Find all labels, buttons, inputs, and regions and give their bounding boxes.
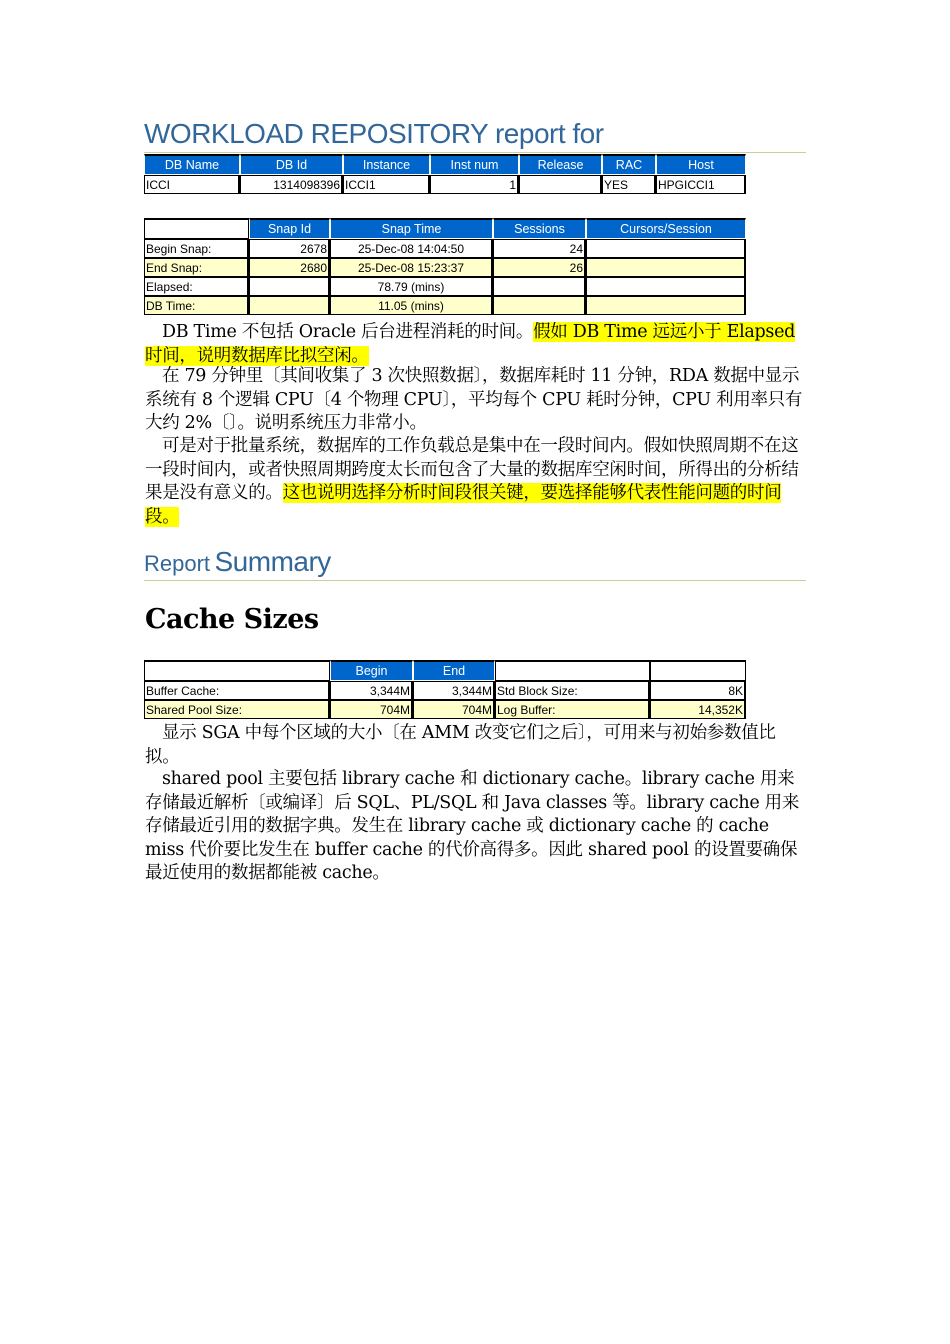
row-label: End Snap: (144, 258, 249, 277)
cell-release (519, 175, 602, 194)
col-snap-time: Snap Time (330, 218, 493, 239)
col-snap-id: Snap Id (249, 218, 330, 239)
paragraph-sga: 显示 SGA 中每个区域的大小〔在 AMM 改变它们之后〕，可用来与初始参数值比拟。 (145, 723, 776, 767)
row-label: Elapsed: (144, 277, 249, 296)
cell-snap-id: 2680 (249, 258, 330, 277)
cell-rac: YES (602, 175, 656, 194)
col-host: Host (656, 154, 746, 175)
col-db-id: DB Id (240, 154, 343, 175)
col-db-name: DB Name (144, 154, 240, 175)
cell-sessions: 26 (493, 258, 586, 277)
cell-cursors (586, 258, 746, 277)
cell-sessions (493, 296, 586, 315)
col-instance: Instance (343, 154, 430, 175)
col-end: End (413, 660, 495, 681)
row-label: Buffer Cache: (144, 681, 330, 700)
cell-inst-num: 1 (430, 175, 519, 194)
cell-db-id: 1314098396 (240, 175, 343, 194)
cache-header-row (144, 660, 746, 681)
col-blank (495, 660, 650, 681)
cell-snap-id: 2678 (249, 239, 330, 258)
paragraph-batch (145, 435, 807, 529)
col-rac: RAC (602, 154, 656, 175)
summary-word-report: Report (144, 551, 211, 576)
table-row (144, 681, 746, 700)
table-row (144, 258, 746, 277)
col-blank (650, 660, 746, 681)
cell-end: 704M (413, 700, 495, 719)
snap-table (144, 218, 746, 315)
cell-snap-id (249, 296, 330, 315)
cell-host: HPGICCI1 (656, 175, 746, 194)
table-row (144, 700, 746, 719)
cell-instance: ICCI1 (343, 175, 430, 194)
col-cursors-session: Cursors/Session (586, 218, 746, 239)
col-inst-num: Inst num (430, 154, 519, 175)
col-release: Release (519, 154, 602, 175)
cache-sizes-heading: Cache Sizes (145, 604, 319, 635)
db-info-table (144, 154, 746, 194)
db-info-header-row (144, 154, 746, 175)
cell-begin: 704M (330, 700, 413, 719)
batch-highlight: 这也说明选择分析时间段很关键，要选择能够代表性能问题的时间段。 (145, 483, 782, 527)
cell-cursors (586, 296, 746, 315)
cell-cursors (586, 239, 746, 258)
table-row (144, 239, 746, 258)
cache-sizes-table (144, 660, 746, 719)
paragraph-shared-pool: shared pool 主要包括 library cache 和 dictionary cache。library cache 用来存储最近解析〔或编译〕后 SQL、PL/SQL 和 Java classes 等。library cache 用来存储最近引用的数据字典。发生在 library cache 或 dictionary cache 的 cache miss 代价要比发生在 buffer cache 的代价高得多。因此 shared pool 的设置要确保最近使用的数据都能被 cache。 (145, 769, 800, 883)
row-label: DB Time: (144, 296, 249, 315)
row-label: Log Buffer: (495, 700, 650, 719)
report-summary-heading (144, 546, 806, 581)
report-title: WORKLOAD REPOSITORY report for (144, 116, 806, 153)
db-time-text: DB Time 不包括 Oracle 后台进程消耗的时间。 (162, 322, 534, 342)
paragraph-cpu: 在 79 分钟里〔其间收集了 3 次快照数据〕，数据库耗时 11 分钟，RDA 数据中显示系统有 8 个逻辑 CPU〔4 个物理 CPU〕，平均每个 CPU 耗时分钟，CPU 利用率只有大约 2%〔〕。说明系统压力非常小。 (145, 366, 803, 433)
row-label: Shared Pool Size: (144, 700, 330, 719)
cell-sessions (493, 277, 586, 296)
cell-snap-time: 25-Dec-08 15:23:37 (330, 258, 493, 277)
cell-snap-time: 25-Dec-08 14:04:50 (330, 239, 493, 258)
col-blank (144, 660, 330, 681)
paragraph-db-time (145, 321, 807, 368)
cell-cursors (586, 277, 746, 296)
cell-value: 14,352K (650, 700, 746, 719)
col-sessions: Sessions (493, 218, 586, 239)
cell-value: 8K (650, 681, 746, 700)
cell-sessions: 24 (493, 239, 586, 258)
batch-text: 可是对于批量系统，数据库的工作负载总是集中在一段时间内。假如快照周期不在这一段时间内，或者快照周期跨度太长而包含了大量的数据库空闲时间，所得出的分析结果是没有意义的。 (145, 436, 799, 503)
snap-header-row (144, 218, 746, 239)
col-begin: Begin (330, 660, 413, 681)
cell-snap-id (249, 277, 330, 296)
cell-snap-time: 11.05 (mins) (330, 296, 493, 315)
db-time-highlight: 假如 DB Time 远远小于 Elapsed 时间，说明数据库比拟空闲。 (145, 322, 796, 366)
cell-begin: 3,344M (330, 681, 413, 700)
cell-db-name: ICCI (144, 175, 240, 194)
row-label: Begin Snap: (144, 239, 249, 258)
summary-word-summary: Summary (214, 546, 331, 577)
row-label: Std Block Size: (495, 681, 650, 700)
table-row (144, 296, 746, 315)
col-blank (144, 218, 249, 239)
cell-end: 3,344M (413, 681, 495, 700)
table-row (144, 277, 746, 296)
table-row (144, 175, 746, 194)
cell-snap-time: 78.79 (mins) (330, 277, 493, 296)
